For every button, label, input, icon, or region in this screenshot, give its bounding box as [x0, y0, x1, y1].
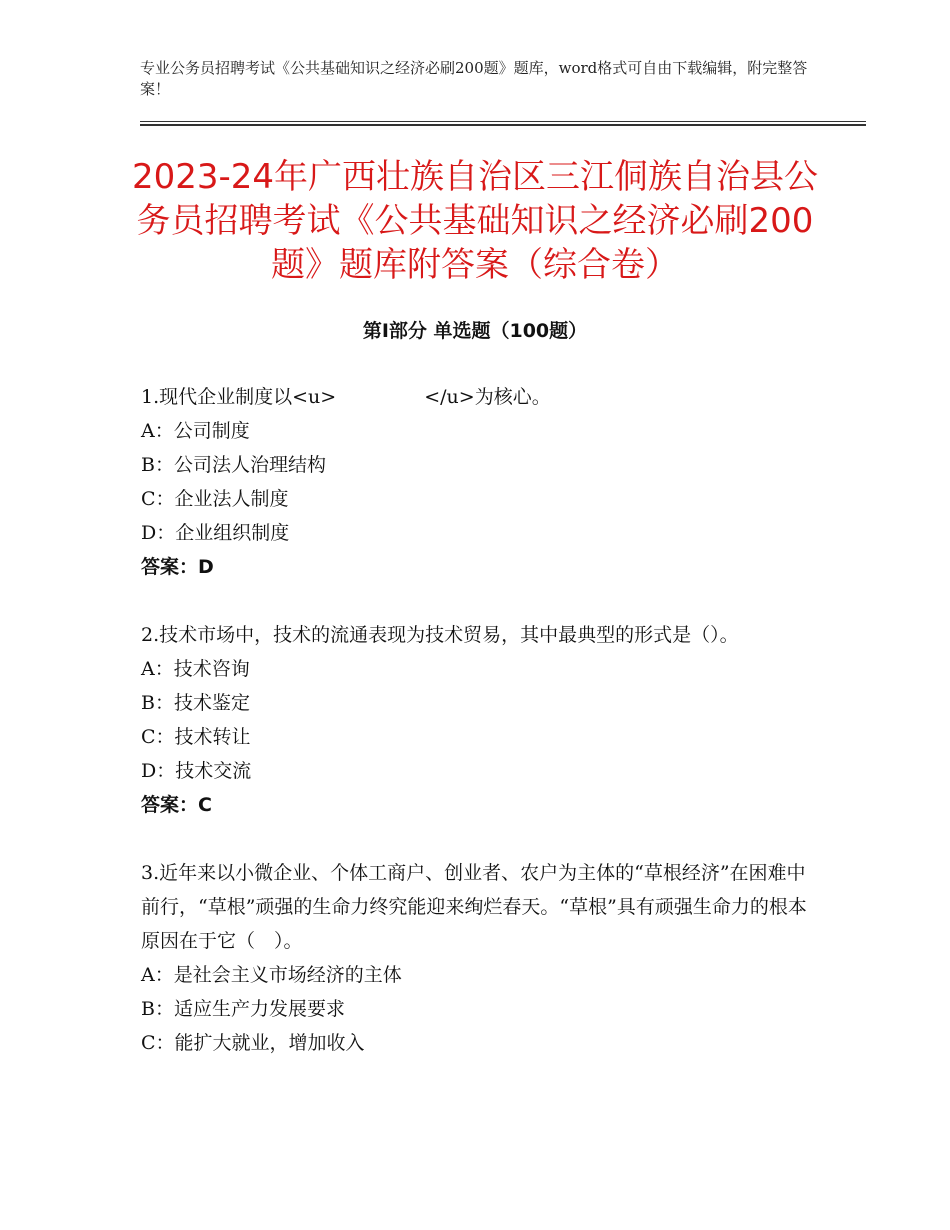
option-d: D：技术交流	[141, 760, 252, 782]
option-c: C：企业法人制度	[141, 488, 289, 510]
option-c: C：能扩大就业，增加收入	[141, 1032, 365, 1054]
header-divider-thin	[140, 121, 866, 122]
header-divider-thick	[140, 124, 866, 126]
option-c: C：技术转让	[141, 726, 251, 748]
question-stem	[141, 380, 821, 414]
answer-line: 答案：C	[141, 794, 212, 816]
question-stem: 2.技术市场中，技术的流通表现为技术贸易，其中最典型的形式是（）。	[141, 624, 739, 646]
option-d: D：企业组织制度	[141, 522, 290, 544]
section-heading: 第Ⅰ部分 单选题（100题）	[362, 320, 588, 342]
option-b: B：技术鉴定	[141, 692, 250, 714]
question-stem: 3.近年来以小微企业、个体工商户、创业者、农户为主体的“草根经济”在困难中前行，“草根”顽强的生命力终究能迎来绚烂春天。“草根”具有顽强生命力的根本原因在于它（ ）。	[141, 862, 807, 952]
option-a: A：是社会主义市场经济的主体	[141, 964, 402, 986]
document-title: 2023-24年广西壮族自治区三江侗族自治县公务员招聘考试《公共基础知识之经济必刷200题》题库附答案（综合卷）	[131, 157, 819, 285]
option-a: A：公司制度	[141, 420, 250, 442]
question-1	[141, 380, 821, 584]
question-list	[141, 380, 821, 1060]
stem-part-1: 1.现代企业制度以<u>	[141, 386, 337, 408]
header-note: 专业公务员招聘考试《公共基础知识之经济必刷200题》题库，word格式可自由下载编辑，附完整答案！	[140, 59, 808, 98]
stem-part-2: </u>为核心。	[424, 386, 551, 408]
answer-line: 答案：D	[141, 556, 214, 578]
question-2	[141, 618, 821, 822]
question-3	[141, 856, 821, 1060]
option-a: A：技术咨询	[141, 658, 250, 680]
option-b: B：公司法人治理结构	[141, 454, 326, 476]
option-b: B：适应生产力发展要求	[141, 998, 345, 1020]
